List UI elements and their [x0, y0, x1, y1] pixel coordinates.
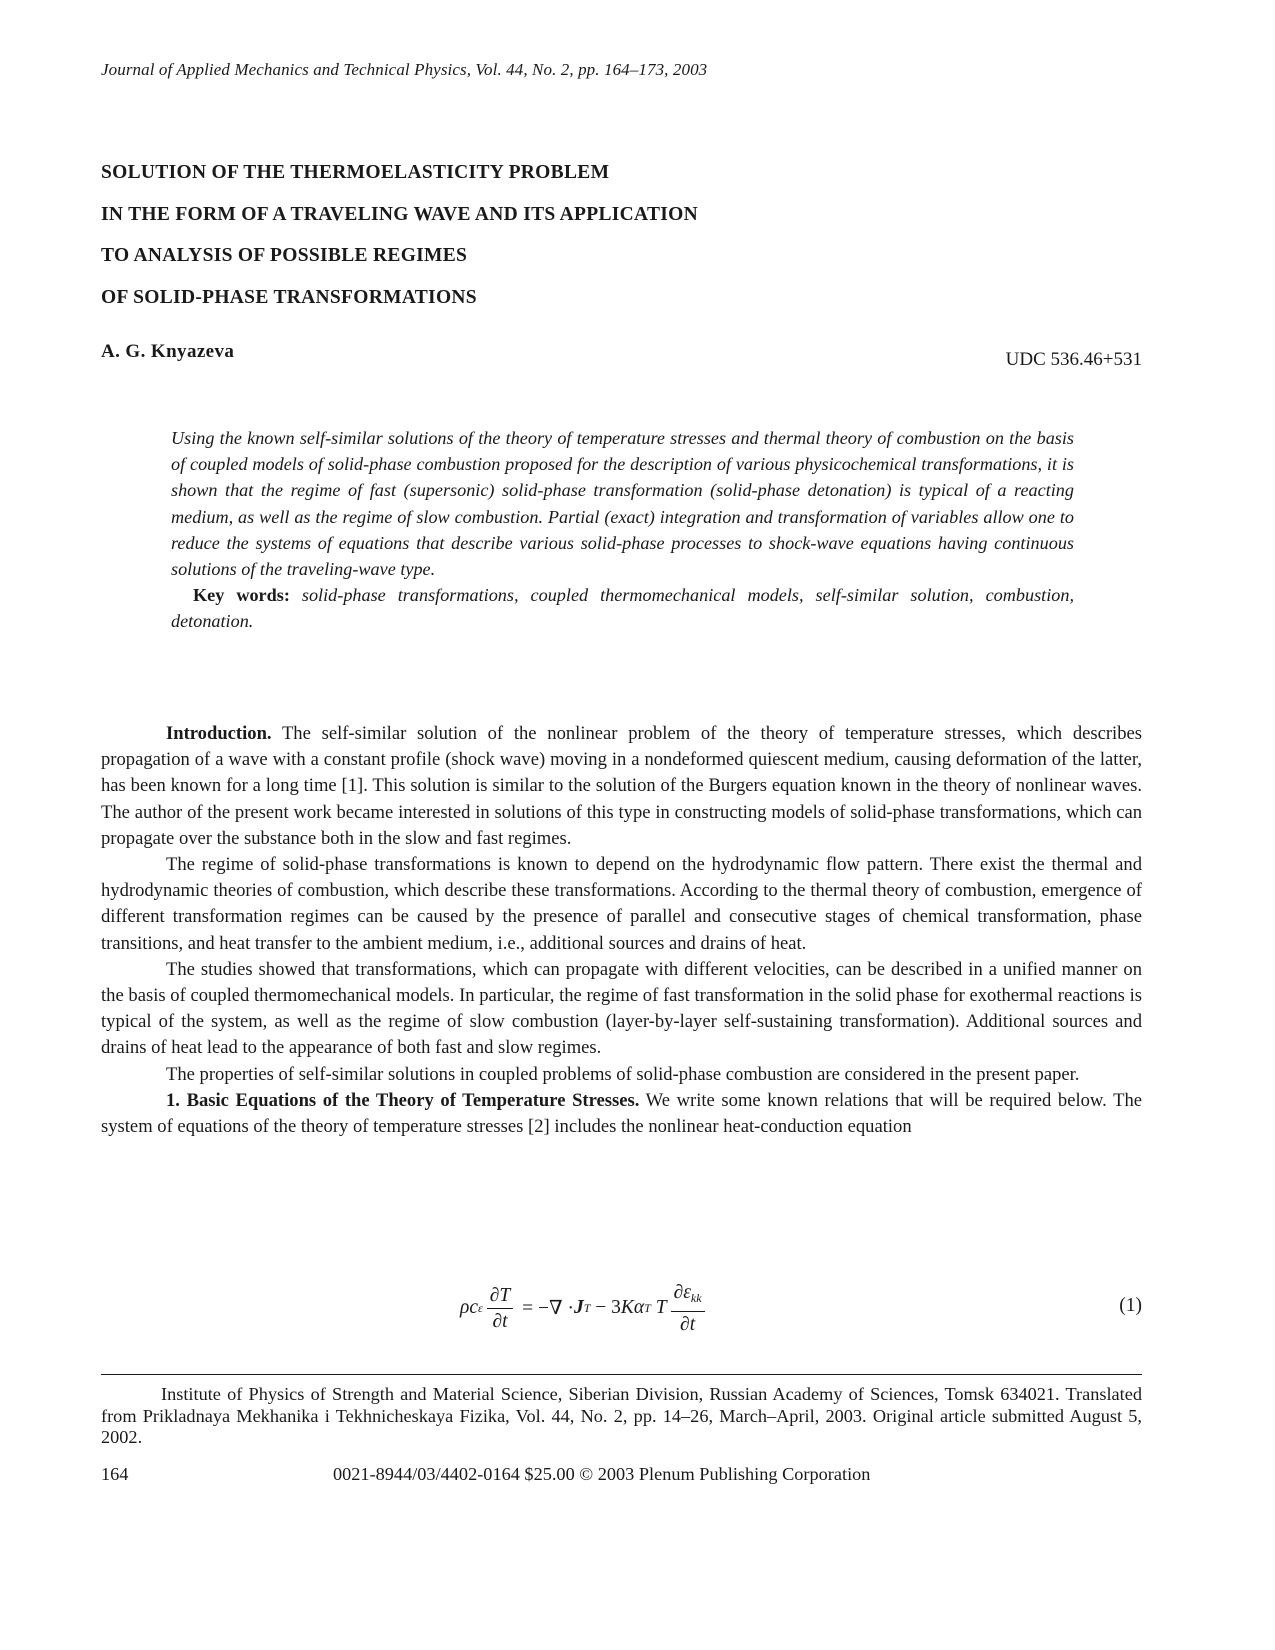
fraction-dT-dt: $\frac{\partial T}{\partial t}$ [487, 1284, 514, 1333]
keywords-label: Key words: [193, 585, 290, 606]
equation-number: (1) [1119, 1295, 1142, 1316]
keywords-text: solid-phase transformations, coupled thermomechanical models, self-similar solution, combustion, detonation. [171, 585, 1074, 632]
title-line-4: OF SOLID-PHASE TRANSFORMATIONS [101, 286, 477, 308]
paragraph-introduction [101, 721, 1142, 852]
affiliation-footnote: Institute of Physics of Strength and Material Science, Siberian Division, Russian Academy of Sciences, Tomsk 634021. Translated from Prikladnaya Mekhanika i Tekhnicheskaya Fizika, Vol. 44, No. 2, pp. 14–26, March–April, 2003. Original article submitted August 5, 2002. [101, 1384, 1142, 1447]
title-line-1: SOLUTION OF THE THERMOELASTICITY PROBLEM [101, 162, 610, 183]
article-body [101, 721, 1142, 1140]
fraction-deps-dt: $\frac{\partial\varepsilon_{kk}}{\partial t}$ [671, 1281, 705, 1336]
udc-code: UDC 536.46+531 [1005, 349, 1142, 370]
paragraph-1-text: The self-similar solution of the nonlinear problem of the theory of temperature stresses, which describes propagation of a wave with a constant profile (shock wave) moving in a nondeformed quiescent medium, causing deformation of the latter, has been known for a long time [1]. This solution is similar to the solution of the Burgers equation known in the theory of nonlinear waves. The author of the present work became interested in solutions of this type in constructing models of solid-phase transformations, which can propagate over the substance both in the slow and fast regimes. [101, 723, 1143, 849]
abstract-text: Using the known self-similar solutions of the theory of temperature stresses and thermal theory of combustion on the basis of coupled models of solid-phase combustion proposed for the description of various physicochemical transformations, it is shown that the regime of fast (supersonic) solid-phase transformation (solid-phase detonation) is typical of a reacting medium, as well as the regime of slow combustion. Partial (exact) integration and transformation of variables allow one to reduce the systems of equations that describe various solid-phase processes to shock-wave equations having continuous solutions of the traveling-wave type. [171, 428, 1074, 580]
title-line-2: IN THE FORM OF A TRAVELING WAVE AND ITS APPLICATION [101, 203, 699, 225]
section-1-heading: 1. Basic Equations of the Theory of Temperature Stresses. [166, 1089, 640, 1111]
introduction-heading: Introduction. [166, 723, 272, 744]
paragraph-5-text: We write some known relations that will be required below. The system of equations of the theory of temperature stresses [2] includes the nonlinear heat-conduction equation [101, 1089, 1142, 1138]
journal-citation: Journal of Applied Mechanics and Technical Physics, Vol. 44, No. 2, pp. 164–173, 2003 [101, 60, 708, 79]
paragraph-2: The regime of solid-phase transformations is known to depend on the hydrodynamic flow pattern. There exist the thermal and hydrodynamic theories of combustion, which describe these transformations. According to the thermal theory of combustion, emergence of different transformation regimes can be caused by the presence of parallel and consecutive stages of chemical transformation, phase transitions, and heat transfer to the ambient medium, i.e., additional sources and drains of heat. [101, 854, 1142, 954]
paragraph-section-1 [101, 1088, 1142, 1140]
footnote-divider [101, 1374, 1142, 1375]
keywords [171, 582, 1074, 634]
title-line-3: TO ANALYSIS OF POSSIBLE REGIMES [101, 245, 468, 266]
page-number: 164 [101, 1464, 129, 1484]
article-title [101, 152, 1001, 318]
author-name: A. G. Knyazeva [101, 341, 235, 362]
abstract [171, 425, 1074, 635]
paragraph-4: The properties of self-similar solutions in coupled problems of solid-phase combustion are considered in the present paper. [166, 1063, 1080, 1085]
equation-1 [0, 1279, 1275, 1337]
paragraph-3: The studies showed that transformations, which can propagate with different velocities, can be described in a unified manner on the basis of coupled thermomechanical models. In particular, the regime of fast transformation in the solid phase for exothermal reactions is typical of the system, as well as the regime of slow combustion (layer-by-layer self-sustaining transformation). Additional sources and drains of heat lead to the appearance of both fast and slow regimes. [101, 958, 1142, 1059]
copyright-line: 0021-8944/03/4402-0164 $25.00 © 2003 Plenum Publishing Corporation [333, 1464, 871, 1484]
equation-expression: ρc ε $\frac{\partial T}{\partial t}$ = −∇ · J T − 3 Kα T T $\frac{\partial\varepsilon_{kk}}{\partial t}$ [460, 1279, 709, 1337]
